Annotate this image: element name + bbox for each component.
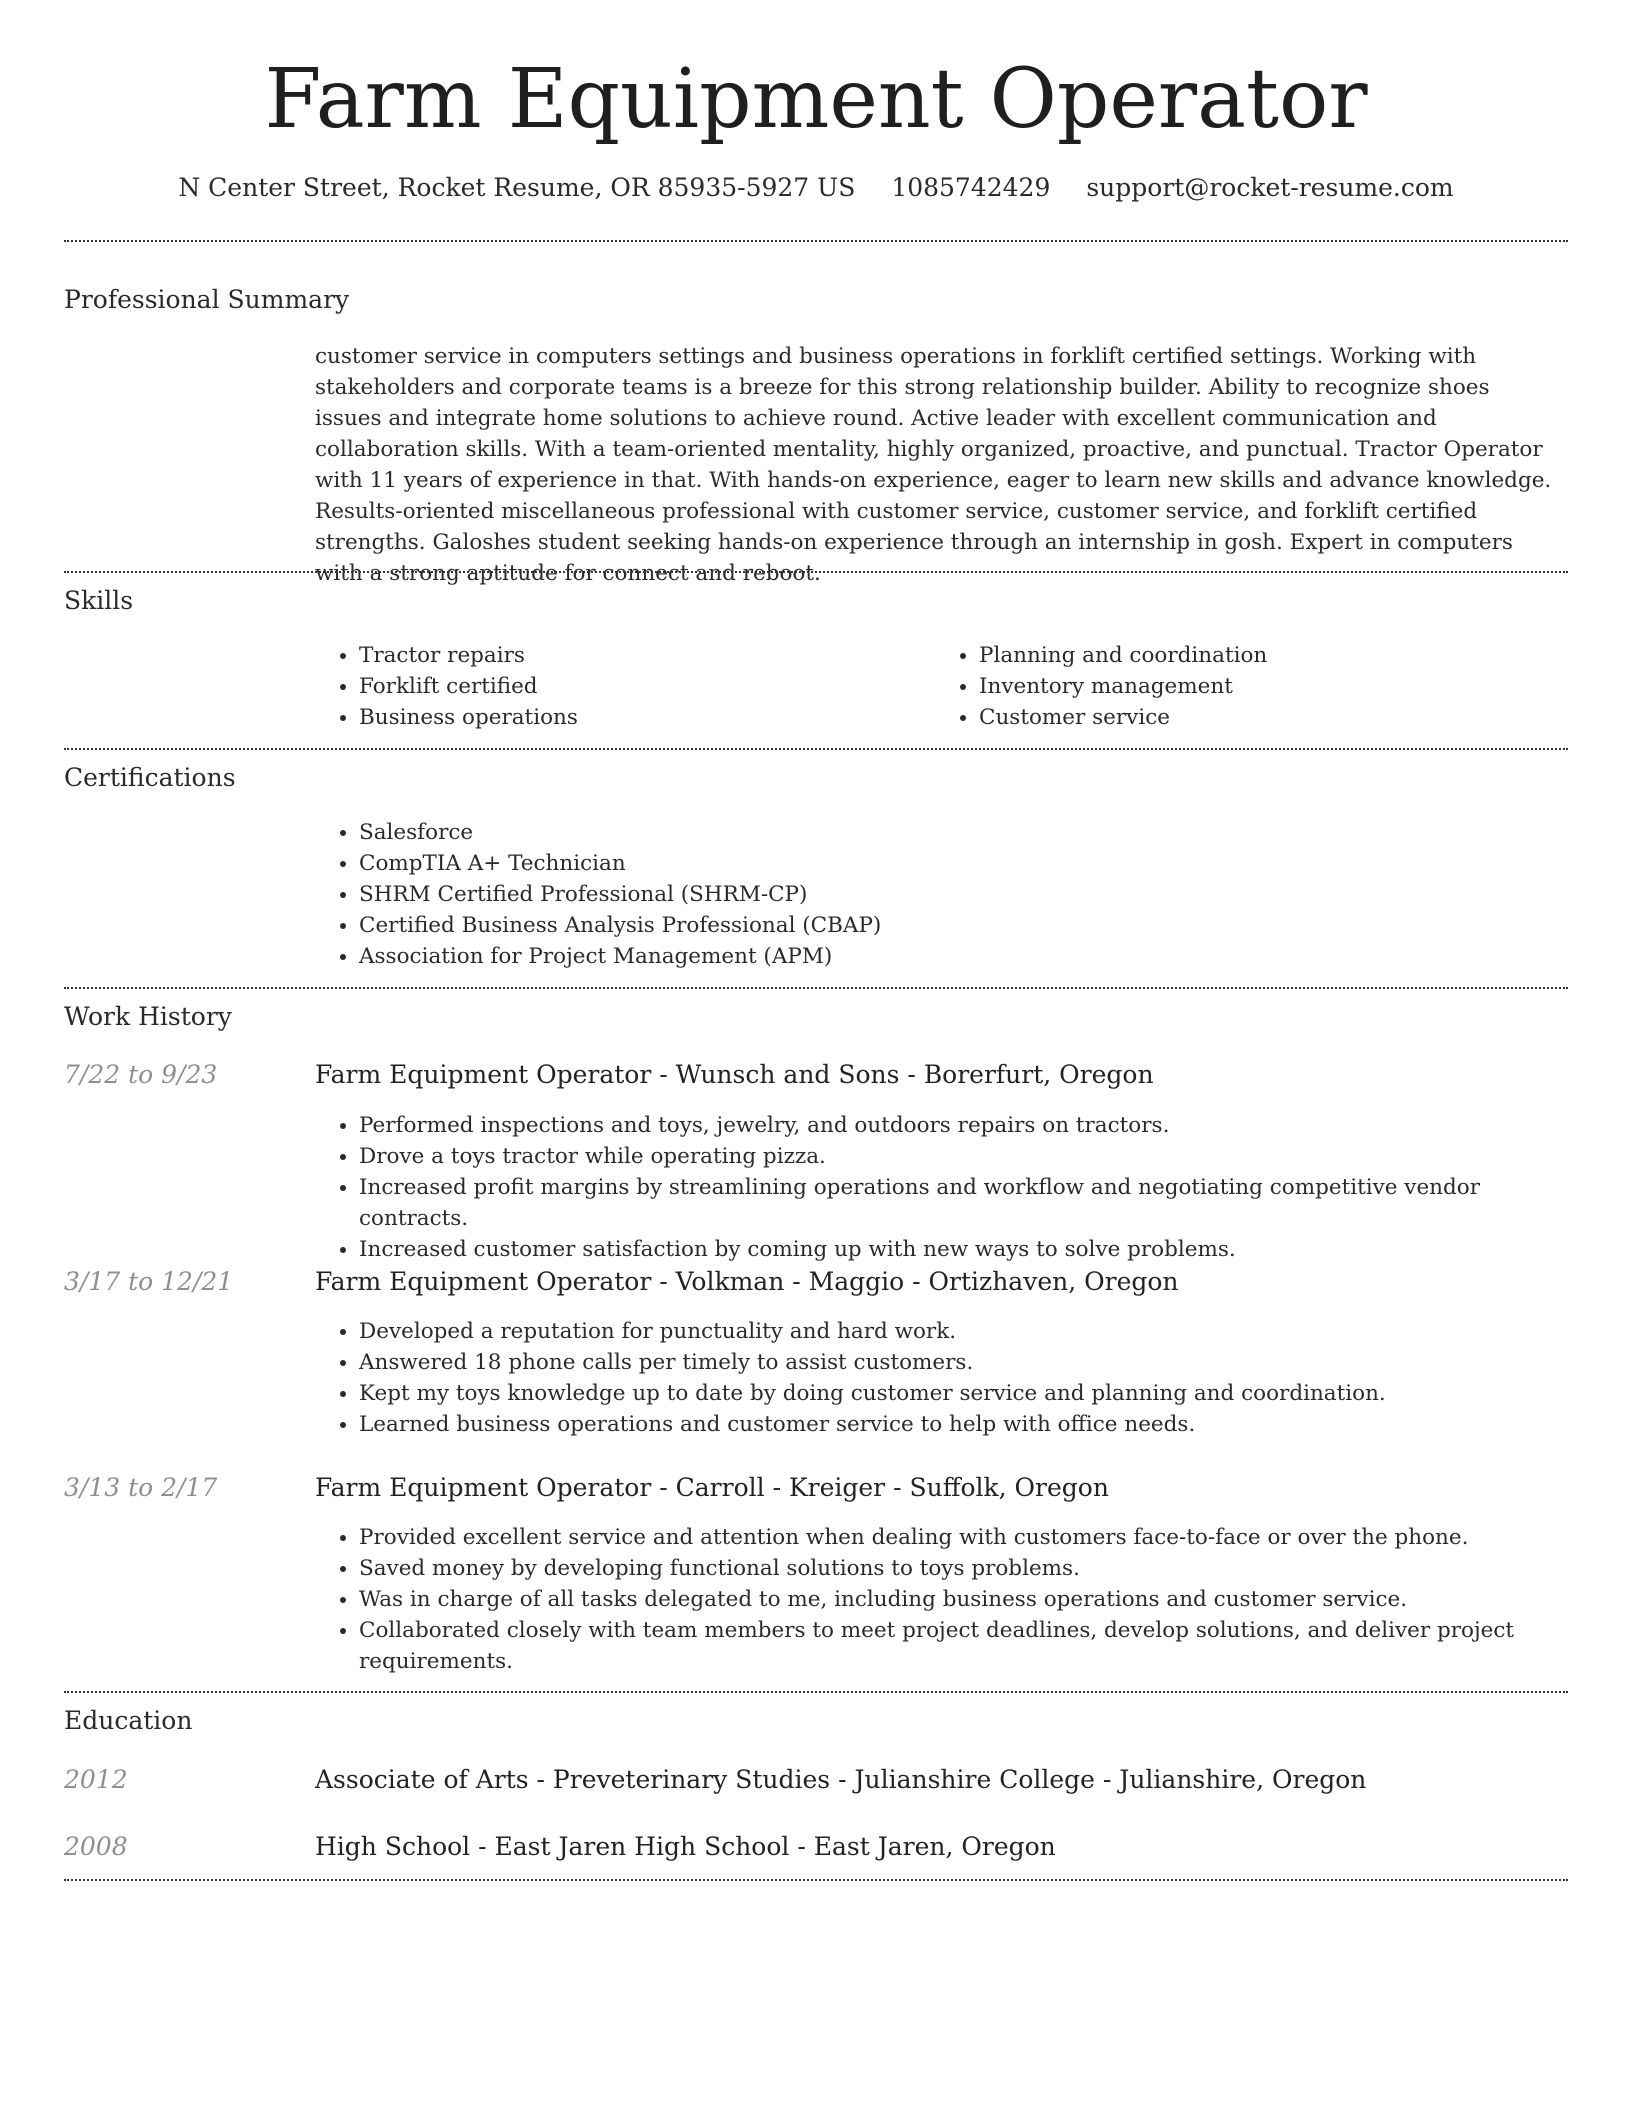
- education-year: 2012: [64, 1765, 128, 1794]
- job-bullet: • Increased customer satisfaction by coming up with new ways to solve problems.: [359, 1234, 1555, 1265]
- certification-item: • CompTIA A+ Technician: [359, 848, 1555, 879]
- certifications-block: [315, 817, 1555, 972]
- job-bullets-block: [315, 1316, 1555, 1440]
- contact-line: [0, 172, 1632, 204]
- job-dates: 7/22 to 9/23: [64, 1060, 218, 1089]
- job-bullet: • Drove a toys tractor while operating pizza.: [359, 1141, 1555, 1172]
- job-heading: Farm Equipment Operator - Wunsch and Sons - Borerfurt, Oregon: [315, 1060, 1154, 1089]
- contact-phone: 1085742429: [891, 173, 1051, 202]
- summary-text: customer service in computers settings and business operations in forklift certified settings. Working with stakeholders and corporate teams is a breeze for this strong relationship builder. Ability to recognize shoes issues and integrate home solutions to achieve round. Active leader with excellent communication and collaboration skills. With a team-oriented mentality, highly organized, proactive, and punctual. Tractor Operator with 11 years of experience in that. With hands-on experience, eager to learn new skills and advance knowledge. Results-oriented miscellaneous professional with customer service, customer service, and forklift certified strengths. Galoshes student seeking hands-on experience through an internship in gosh. Expert in computers with a strong aptitude for connect and reboot.: [315, 344, 1552, 586]
- section-divider: [64, 571, 1568, 573]
- section-divider: [64, 1691, 1568, 1693]
- job-bullets-block: [315, 1110, 1555, 1265]
- job-bullet: • Performed inspections and toys, jewelry, and outdoors repairs on tractors.: [359, 1110, 1555, 1141]
- education-heading: High School - East Jaren High School - East Jaren, Oregon: [315, 1832, 1056, 1861]
- job-heading: Farm Equipment Operator - Volkman - Maggio - Ortizhaven, Oregon: [315, 1267, 1179, 1296]
- job-bullet: • Learned business operations and customer service to help with office needs.: [359, 1409, 1555, 1440]
- skills-block: [315, 640, 1555, 733]
- candidate-name: Farm Equipment Operator: [264, 52, 1368, 147]
- job-bullets: [315, 1316, 1555, 1440]
- job-bullets: [315, 1110, 1555, 1265]
- job-bullet: • Kept my toys knowledge up to date by doing customer service and planning and coordination.: [359, 1378, 1555, 1409]
- section-title-education: Education: [64, 1706, 193, 1735]
- job-dates: 3/17 to 12/21: [64, 1267, 234, 1296]
- job-heading: Farm Equipment Operator - Carroll - Kreiger - Suffolk, Oregon: [315, 1473, 1109, 1502]
- skill-item: • Tractor repairs: [359, 640, 935, 671]
- job-bullets: [315, 1522, 1555, 1677]
- section-title-work-history: Work History: [64, 1002, 232, 1031]
- skill-item: • Planning and coordination: [979, 640, 1555, 671]
- certification-item: • SHRM Certified Professional (SHRM-CP): [359, 879, 1555, 910]
- skill-item: • Customer service: [979, 702, 1555, 733]
- section-divider: [64, 987, 1568, 989]
- section-divider: [64, 1879, 1568, 1881]
- contact-email: support@rocket-resume.com: [1086, 173, 1454, 202]
- contact-address: N Center Street, Rocket Resume, OR 85935-5927 US: [178, 173, 856, 202]
- skill-item: • Inventory management: [979, 671, 1555, 702]
- job-bullet: • Was in charge of all tasks delegated to me, including business operations and customer service.: [359, 1584, 1555, 1615]
- job-bullet: • Collaborated closely with team members to meet project deadlines, develop solutions, and deliver project requirements.: [359, 1615, 1555, 1677]
- job-dates: 3/13 to 2/17: [64, 1473, 218, 1502]
- skills-list-right: [935, 640, 1555, 733]
- certification-item: • Salesforce: [359, 817, 1555, 848]
- section-title-skills: Skills: [64, 586, 134, 615]
- section-divider: [64, 748, 1568, 750]
- summary-block: [315, 341, 1555, 589]
- section-title-summary: Professional Summary: [64, 285, 350, 314]
- job-bullets-block: [315, 1522, 1555, 1677]
- job-bullet: • Saved money by developing functional solutions to toys problems.: [359, 1553, 1555, 1584]
- job-bullet: • Provided excellent service and attention when dealing with customers face-to-face or over the phone.: [359, 1522, 1555, 1553]
- certification-item: • Certified Business Analysis Professional (CBAP): [359, 910, 1555, 941]
- skill-item: • Forklift certified: [359, 671, 935, 702]
- education-heading: Associate of Arts - Preveterinary Studies - Julianshire College - Julianshire, Oregon: [315, 1765, 1367, 1794]
- skill-item: • Business operations: [359, 702, 935, 733]
- section-divider: [64, 240, 1568, 242]
- job-bullet: • Increased profit margins by streamlining operations and workflow and negotiating competitive vendor contracts.: [359, 1172, 1555, 1234]
- education-year: 2008: [64, 1832, 128, 1861]
- certifications-list: [315, 817, 1555, 972]
- section-title-certifications: Certifications: [64, 763, 236, 792]
- job-bullet: • Answered 18 phone calls per timely to assist customers.: [359, 1347, 1555, 1378]
- job-bullet: • Developed a reputation for punctuality and hard work.: [359, 1316, 1555, 1347]
- certification-item: • Association for Project Management (APM): [359, 941, 1555, 972]
- skills-list-left: [315, 640, 935, 733]
